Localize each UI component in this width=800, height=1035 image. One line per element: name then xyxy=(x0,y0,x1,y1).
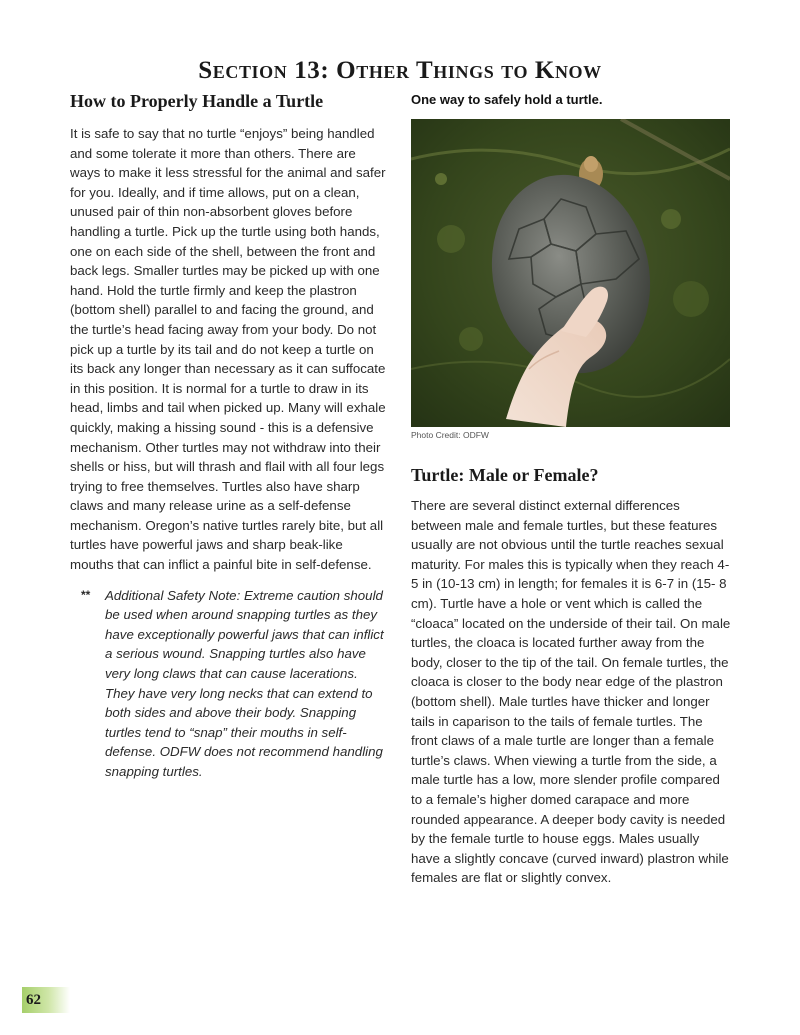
left-column xyxy=(70,90,388,782)
photo-caption: One way to safely hold a turtle. xyxy=(411,92,603,107)
right-column xyxy=(411,90,731,888)
note-marker: ** xyxy=(81,587,91,602)
photo-credit: Photo Credit: ODFW xyxy=(411,430,489,440)
handling-heading: How to Properly Handle a Turtle xyxy=(70,91,324,111)
safety-note xyxy=(70,586,388,782)
male-female-heading: Turtle: Male or Female? xyxy=(411,465,599,485)
safety-note-text: Additional Safety Note: Extreme caution should be used when around snapping turtles as they have exceptionally powerful jaws that can inflict a serious wound. Snapping turtles also have very long claws that can cause lacerations. They have very long necks that can extend to both sides and above their body. Snapping turtles tend to “snap” their mouths in self-defense. ODFW does not recommend handling snapping turtles. xyxy=(105,587,384,779)
turtle-photo xyxy=(411,119,730,427)
page-title: Section 13: Other Things to Know xyxy=(198,56,602,84)
handling-body: It is safe to say that no turtle “enjoys” being handled and some tolerate it more than others. There are ways to make it less stressful for the animal and safer for you. Ideally, and if time allows, put on a clean, unused pair of thin non-absorbent gloves before handling a turtle. Pick up the turtle using both hands, one on each side of the shell, between the front and back legs. Smaller turtles may be picked up with one hand. Hold the turtle firmly and keep the plastron (bottom shell) parallel to and facing the ground, and the turtle’s head facing away from your body. Do not pick up a turtle by its tail and do not keep a turtle on its back any longer than necessary as it can suffocate in this position. It is normal for a turtle to draw in its head, limbs and tail when picked up. Many will exhale quickly, making a hissing sound - this is a defensive mechanism. Other turtles may not withdraw into their shells or hiss, but will thrash and flail with all four legs trying to free themselves. Turtles also have sharp claws and many release urine as a self-defense mechanism. Oregon’s native turtles rarely bite, but all turtles have powerful jaws and sharp beak-like mouths that can inflict a painful bite in self-defense. xyxy=(70,126,386,573)
page-number: 62 xyxy=(22,987,70,1013)
male-female-body: There are several distinct external differences between male and female turtles, but these features usually are not obvious until the turtle reaches sexual maturity. For males this is typically when they reach 4-5 in (10-13 cm) in length; for females it is 6-7 in (15- 8 cm). Turtle have a hole or vent which is called the “cloaca” located on the underside of their tail. On male turtles, the cloaca is located further away from the body, closer to the tip of the tail. On female turtles, the cloaca is closer to the body near edge of the plastron (bottom shell). Male turtles have thicker and longer tails in caparison to the tails of female turtles. The front claws of a male turtle are longer than a female turtle’s claws. When viewing a turtle from the side, a male turtle has a low, more slender profile compared to a female’s higher domed carapace and more rounded appearance. A deeper body cavity is needed by the female turtle to house eggs. Males usually have a slightly concave (curved inward) plastron while females are flat or slightly convex. xyxy=(411,498,731,886)
turtle-photo-illustration xyxy=(411,119,730,427)
